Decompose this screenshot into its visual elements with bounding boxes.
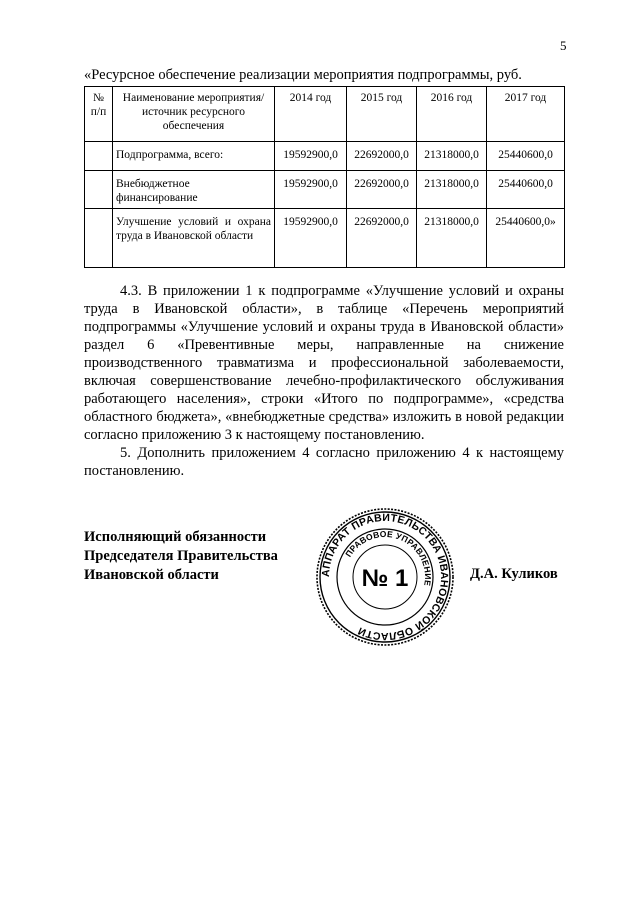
table-row [85, 208, 565, 267]
table-caption: «Ресурсное обеспечение реализации мероприятия подпрограммы, руб. [84, 67, 522, 83]
header-2016: 2016 год [417, 87, 487, 142]
paragraph-5: 5. Дополнить приложением 4 согласно приложению 4 к настоящему постановлению. [84, 445, 564, 479]
row-value-2015: 22692000,0 [347, 208, 417, 267]
resource-table [84, 86, 565, 268]
row-num [85, 142, 113, 171]
row-value-2015: 22692000,0 [347, 171, 417, 209]
header-num: № п/п [85, 87, 113, 142]
table-row [85, 142, 565, 171]
row-num [85, 171, 113, 209]
row-name: Внебюджетное финансирование [113, 171, 275, 209]
row-value-2015: 22692000,0 [347, 142, 417, 171]
header-2017: 2017 год [487, 87, 565, 142]
header-name: Наименование мероприятия/источник ресурсного обеспечения [113, 87, 275, 142]
seal-center-number: № 1 [361, 565, 409, 592]
row-name: Подпрограмма, всего: [113, 142, 275, 171]
table-row [85, 171, 565, 209]
table-header-row [85, 87, 565, 142]
row-value-2016: 21318000,0 [417, 142, 487, 171]
official-seal [314, 506, 456, 648]
row-value-2016: 21318000,0 [417, 208, 487, 267]
signer-block [84, 528, 278, 585]
row-value-2017: 25440600,0 [487, 142, 565, 171]
row-value-2014: 19592900,0 [275, 171, 347, 209]
header-2014: 2014 год [275, 87, 347, 142]
signer-line-1: Исполняющий обязанности [84, 529, 267, 545]
seal-outer-text: АППАРАТ ПРАВИТЕЛЬСТВА ИВАНОВСКОЙ ОБЛАСТИ [319, 511, 451, 643]
row-value-2014: 19592900,0 [275, 208, 347, 267]
signer-line-3: Ивановской области [84, 567, 219, 583]
row-name: Улучшение условий и охрана труда в Ивановской области [113, 208, 275, 267]
header-2015: 2015 год [347, 87, 417, 142]
row-value-2014: 19592900,0 [275, 142, 347, 171]
seal-inner-text: ПРАВОВОЕ УПРАВЛЕНИЕ [343, 528, 434, 587]
row-value-2016: 21318000,0 [417, 171, 487, 209]
page-number: 5 [560, 38, 567, 53]
signer-name: Д.А. Куликов [470, 566, 558, 582]
row-num [85, 208, 113, 267]
paragraph-4-3: 4.3. В приложении 1 к подпрограмме «Улучшение условий и охраны труда в Ивановской области», в таблице «Перечень мероприятий подпрограммы «Улучшение условий и охраны труда в Ивановской области» раздел 6 «Превентивные меры, направленные на снижение производственного травматизма и профессиональной заболеваемости, включая совершенствование лечебно-профилактического обслуживания работающего населения», строки «Итого по подпрограмме», «средства областного бюджета», «внебюджетные средства» изложить в новой редакции согласно приложению 3 к настоящему постановлению. [84, 283, 564, 443]
signer-line-2: Председателя Правительства [84, 548, 278, 564]
row-value-2017: 25440600,0» [487, 208, 565, 267]
row-value-2017: 25440600,0 [487, 171, 565, 209]
body-text [84, 282, 564, 480]
